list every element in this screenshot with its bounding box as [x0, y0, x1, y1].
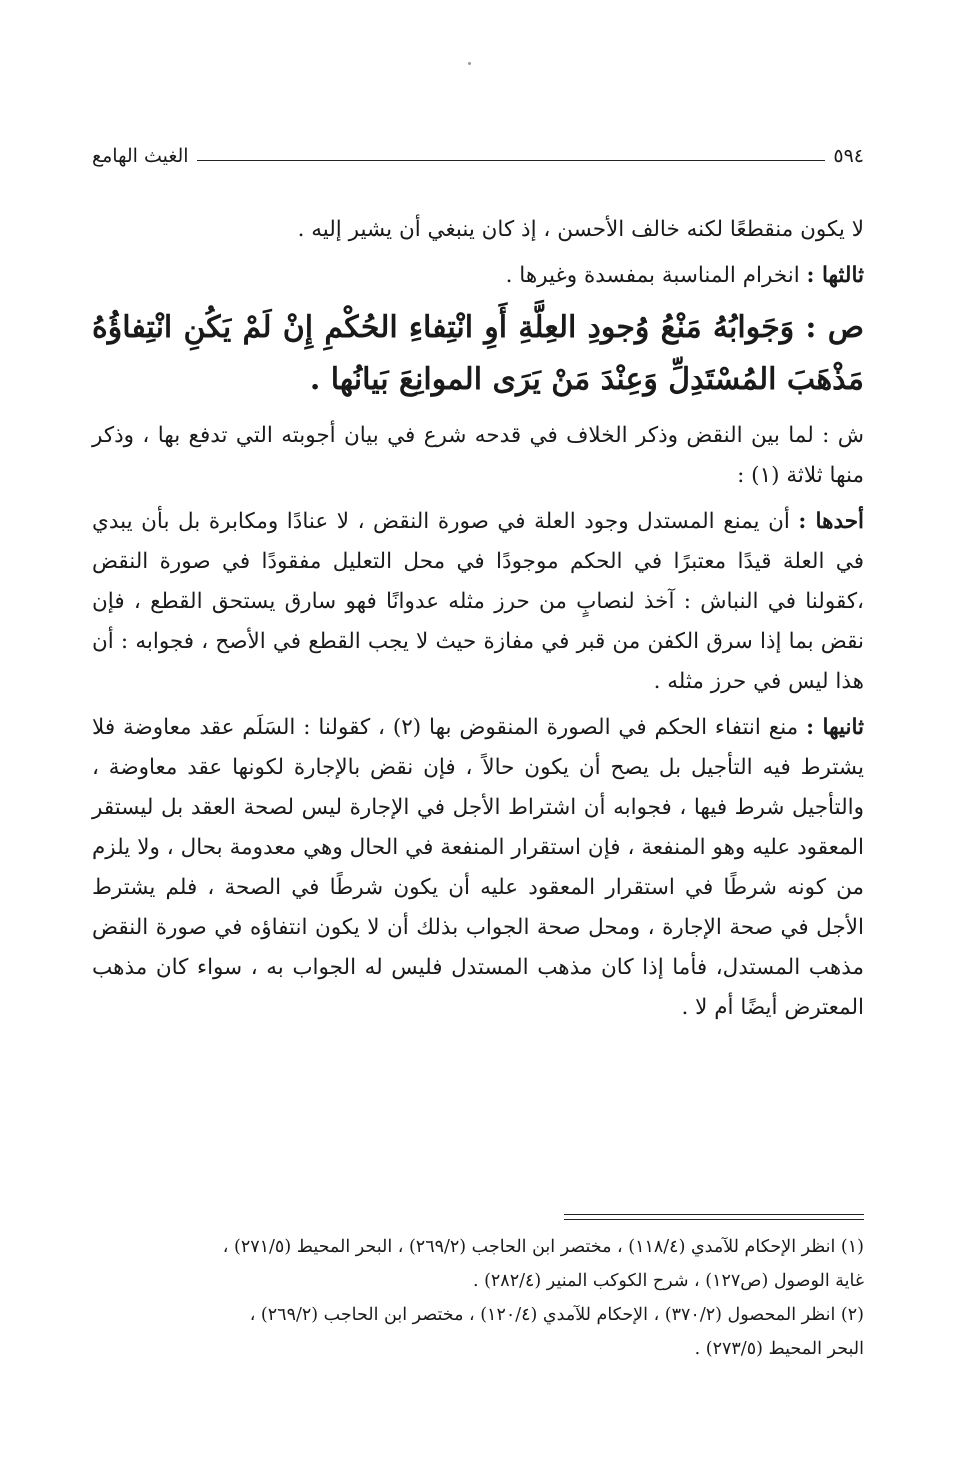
- thaniha-paragraph: [92, 708, 864, 1028]
- footnote-separator: [92, 1214, 864, 1220]
- header-rule: [197, 160, 826, 161]
- footnote-1-line-2: غاية الوصول (ص١٢٧) ، شرح الكوكب المنير (٢٨٢/٤) .: [472, 1271, 864, 1291]
- main-text: [92, 210, 864, 1028]
- page-number: ٥٩٤: [833, 145, 864, 167]
- footnote-2-line-1: (٢) انظر المحصول (٣٧٠/٢) ، الإحكام للآمدي (١٢٠/٤) ، مختصر ابن الحاجب (٢٦٩/٢) ،: [249, 1305, 864, 1325]
- thalithuha-text: انخرام المناسبة بمفسدة وغيرها .: [505, 263, 800, 288]
- thalithuha-paragraph: [92, 256, 864, 296]
- footnote-1-line-1: (١) انظر الإحكام للآمدي (١١٨/٤) ، مختصر ابن الحاجب (٢٦٩/٢) ، البحر المحيط (٢٧١/٥) ،: [222, 1237, 864, 1257]
- ahaduha-lead: أحدها :: [798, 509, 864, 534]
- top-mark: [468, 62, 471, 65]
- matn-text: ص : وَجَوابُهُ مَنْعُ وُجودِ العِلَّةِ أَوِ انْتِفاءِ الحُكْمِ إِنْ لَمْ يَكُنِ انْتِفاؤُهُ مَذْهَبَ المُسْتَدِلِّ وَعِنْدَ مَنْ يَرَى الموانِعَ بَيانُها .: [92, 310, 864, 397]
- running-title: الغيث الهامع: [92, 145, 189, 167]
- ahaduha-paragraph: [92, 502, 864, 702]
- sharh-intro: ش : لما بين النقض وذكر الخلاف في قدحه شرع في بيان أجوبته التي تدفع بها ، وذكر منها ثلاثة (١) :: [92, 423, 864, 488]
- footnote-2-line-2: البحر المحيط (٢٧٣/٥) .: [694, 1339, 864, 1359]
- running-header: [92, 138, 864, 174]
- thalithuha-lead: ثالثها :: [806, 263, 864, 288]
- thaniha-text: منع انتفاء الحكم في الصورة المنقوض بها (٢) ، كقولنا : السَلَم عقد معاوضة فلا يشترط فيه التأجيل بل يصح أن يكون حالاً ، فإن نقض بالإجارة لكونها عقد معاوضة ، والتأجيل شرط فيها ، فجوابه أن اشتراط الأجل في الإجارة ليس لصحة العقد بل ليستقر المعقود عليه وهو المنفعة ، فإن استقرار المنفعة في الحال وهي معدومة بحال ، ولا يلزم من كونه شرطًا في استقرار المعقود عليه أن يكون شرطًا في الصحة ، فلم يشترط الأجل في صحة الإجارة ، ومحل صحة الجواب بذلك أن لا يكون انتفاؤه في صورة النقض مذهب المستدل، فأما إذا كان مذهب المستدل فليس له الجواب به ، سواء كان مذهب المعترض أيضًا أم لا .: [92, 715, 864, 1020]
- intro-line: لا يكون منقطعًا لكنه خالف الأحسن ، إذ كان ينبغي أن يشير إليه .: [297, 217, 864, 242]
- footnotes: [92, 1230, 864, 1366]
- thaniha-lead: ثانيها :: [806, 715, 864, 740]
- ahaduha-text: أن يمنع المستدل وجود العلة في صورة النقض ، لا عنادًا ومكابرة بل بأن يبدي في العلة قيدًا معتبرًا في الحكم موجودًا في محل التعليل مفقودًا في صورة النقض ،كقولنا في النباش : آخذ لنصابٍ من حرز مثله عدوانًا فهو سارق يستحق القطع ، فإن نقض بما إذا سرق الكفن من قبر في مفازة حيث لا يجب القطع في الأصح ، فجوابه : أن هذا ليس في حرز مثله .: [92, 509, 864, 694]
